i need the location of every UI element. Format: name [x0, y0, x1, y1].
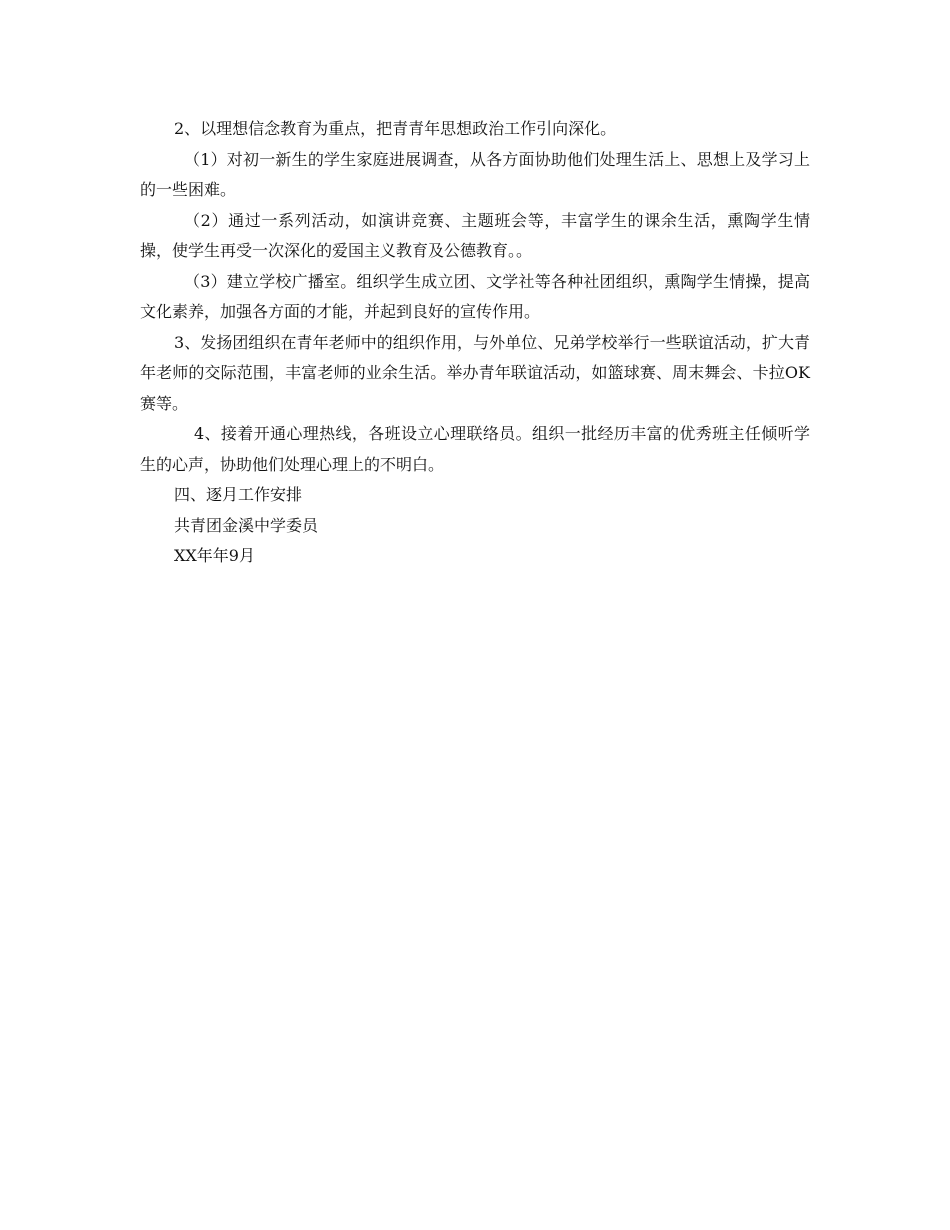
paragraph-psych-hotline: 4、接着开通心理热线，各班设立心理联络员。组织一批经历丰富的优秀班主任倾听学生的心声，协助他们处理心理上的不明白。: [140, 424, 810, 474]
document-body: [140, 114, 810, 572]
paragraph-item-3: （3）建立学校广播室。组织学生成立团、文学社等各种社团组织，熏陶学生情操，提高文化素养，加强各方面的才能，并起到良好的宣传作用。: [140, 271, 810, 321]
paragraph-ideal-education: 2、以理想信念教育为重点，把青青年思想政治工作引向深化。: [174, 119, 617, 138]
paragraph-item-1: （1）对初一新生的学生家庭进展调查，从各方面协助他们处理生活上、思想上及学习上的一些困难。: [140, 149, 810, 199]
signature-organization: 共青团金溪中学委员: [174, 515, 319, 535]
paragraph-young-teachers: 3、发扬团组织在青年老师中的组织作用，与外单位、兄弟学校举行一些联谊活动，扩大青年老师的交际范围，丰富老师的业余生活。举办青年联谊活动，如篮球赛、周末舞会、卡拉OK赛等。: [140, 332, 810, 413]
paragraph-item-2: （2）通过一系列活动，如演讲竞赛、主题班会等，丰富学生的课余生活，熏陶学生情操，使学生再受一次深化的爱国主义教育及公德教育。。: [140, 210, 810, 260]
signature-date: XX年年9月: [174, 546, 255, 565]
section-heading-monthly-plan: 四、逐月工作安排: [174, 485, 303, 504]
